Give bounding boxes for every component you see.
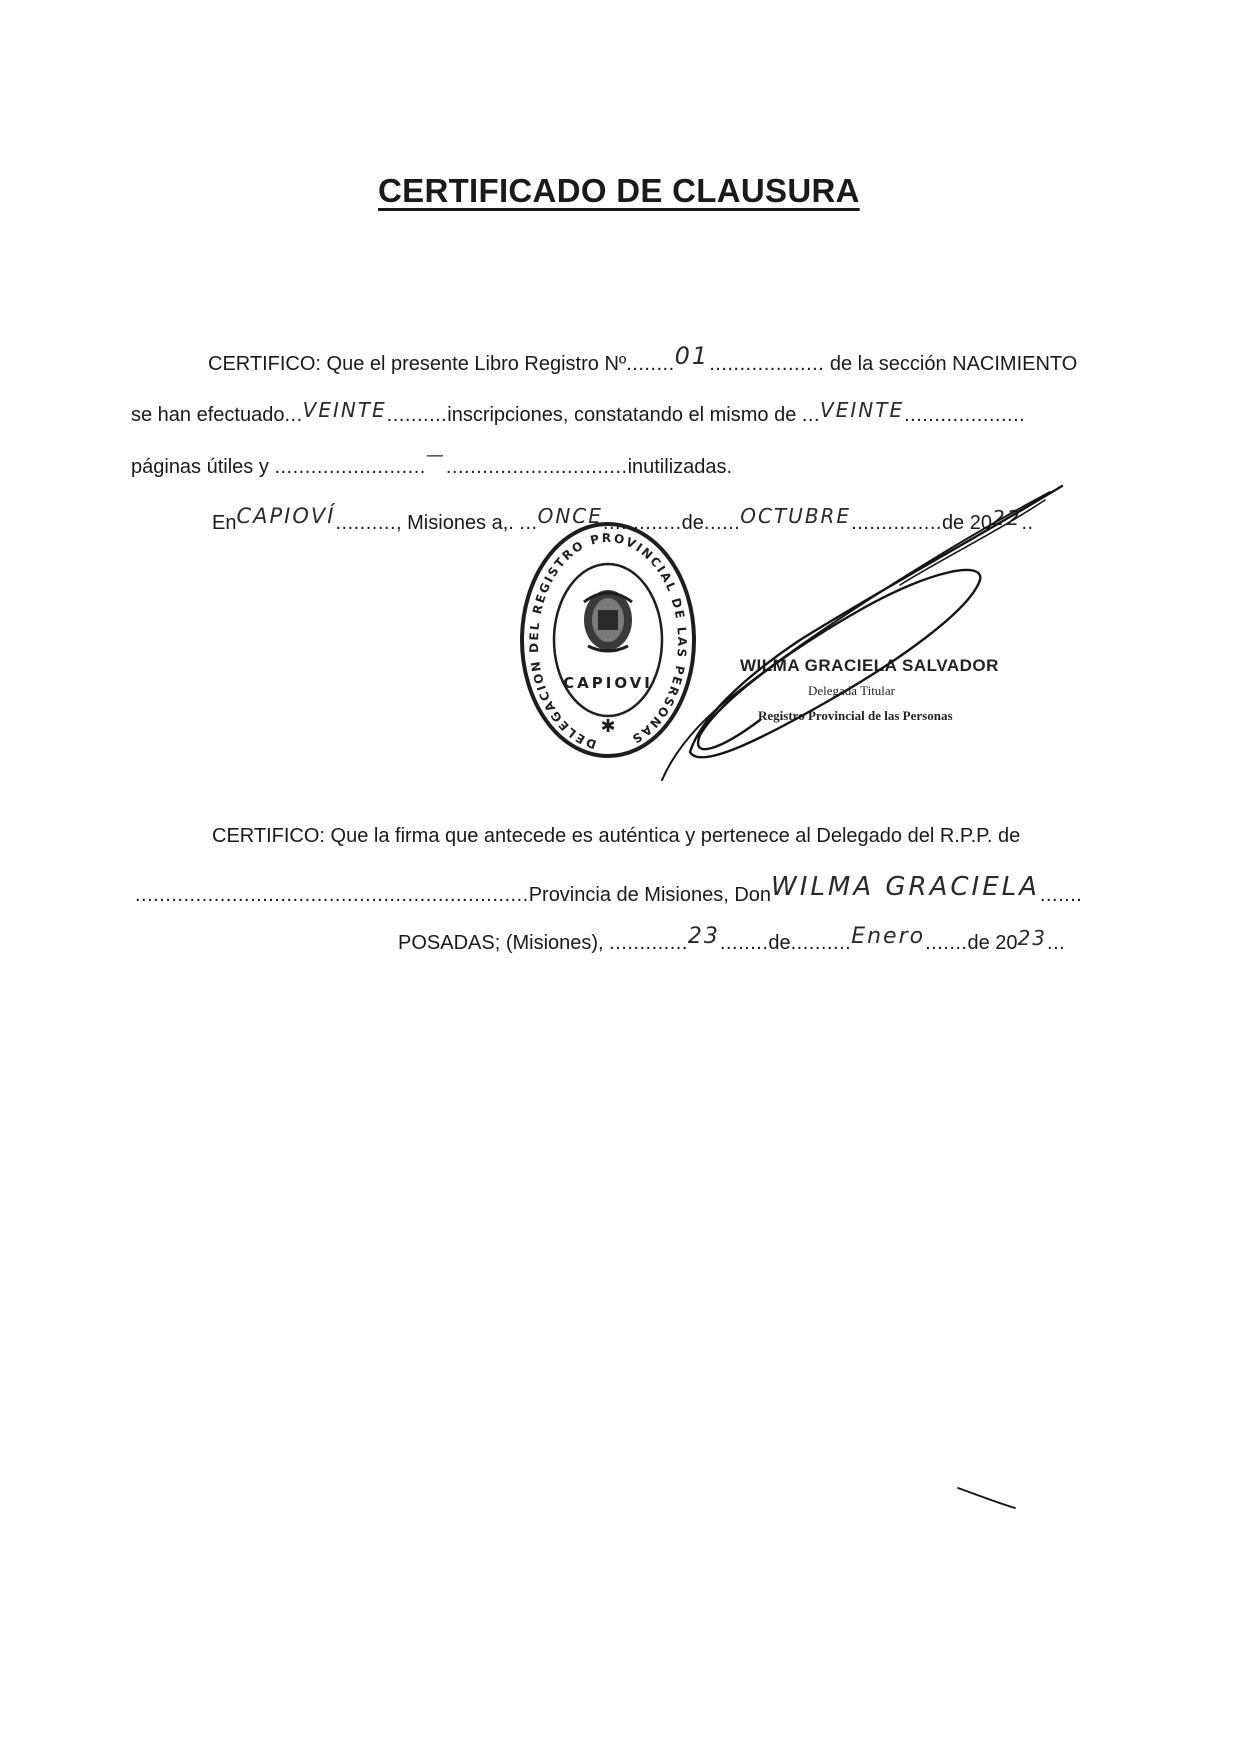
dotted-fill: ... xyxy=(519,512,538,534)
dotted-fill: ... xyxy=(1047,932,1066,954)
handwritten-cert-year: 23 xyxy=(1017,926,1048,950)
handwritten-cert-month: Enero xyxy=(851,924,926,949)
delegate-name: WILMA GRACIELA SALVADOR xyxy=(740,656,999,675)
dotted-fill: ........ xyxy=(719,932,769,954)
cert1-line4-text-a: En xyxy=(212,512,237,534)
cert1-line2-text-a: se han efectuado xyxy=(131,404,285,426)
handwritten-month: OCTUBRE xyxy=(740,504,852,528)
cert2-line3-text-b: de xyxy=(768,932,791,954)
cert1-line3-text-b: inutilizadas. xyxy=(627,456,733,478)
cert2-line1-text: CERTIFICO: Que la firma que antecede es auténtica y pertenece al Delegado del R.P.P. de xyxy=(212,825,1021,847)
cert2-line3-text-a: POSADAS; (Misiones), xyxy=(398,932,604,954)
cert1-line2-text-b: inscripciones, constatando el mismo de xyxy=(447,404,797,426)
handwritten-pages-count: VEINTE xyxy=(820,398,905,422)
cert1-line3 xyxy=(131,445,733,479)
dotted-fill: ....... xyxy=(925,932,968,954)
handwritten-locality: CAPIOVÍ xyxy=(236,504,336,528)
dotted-fill: ... xyxy=(284,404,303,426)
dotted-fill: ............. xyxy=(609,932,688,954)
dotted-fill: ........ xyxy=(626,353,675,375)
cert2-line3 xyxy=(398,924,1066,955)
pen-mark xyxy=(958,1488,1015,1508)
dotted-fill: ............... xyxy=(851,512,942,534)
dotted-fill: .......... xyxy=(386,404,448,426)
coat-of-arms-icon xyxy=(584,590,632,651)
cert1-line1-text-b: de la sección NACIMIENTO xyxy=(829,353,1078,375)
dotted-fill: ... xyxy=(801,404,821,426)
dotted-fill: .............................. xyxy=(445,456,628,478)
cert2-line2 xyxy=(135,872,1083,908)
dotted-fill: ....... xyxy=(1039,884,1083,906)
handwritten-cert-day: 23 xyxy=(687,924,720,949)
page-title: CERTIFICADO DE CLAUSURA xyxy=(378,172,860,209)
handwritten-book-number: 01 xyxy=(674,342,710,370)
dotted-fill: .. xyxy=(1021,512,1034,534)
cert1-line4-text-b: , Misiones a,. xyxy=(396,512,514,534)
dotted-fill: ................... xyxy=(709,353,825,375)
handwritten-inscriptions-count: VEINTE xyxy=(302,398,387,422)
cert1-line4-text-d: de 20 xyxy=(941,512,992,534)
dotted-fill: .......... xyxy=(790,932,852,954)
dotted-fill: ...... xyxy=(703,512,741,534)
cert2-line1 xyxy=(212,825,1020,848)
cert1-line3-text-a: páginas útiles y xyxy=(131,456,269,478)
dotted-fill: .................... xyxy=(904,404,1026,426)
handwritten-delegate-name: WILMA GRACIELA xyxy=(771,872,1040,902)
dotted-fill: ......................... xyxy=(274,456,426,478)
dotted-fill: ............. xyxy=(602,512,682,534)
handwritten-year: 22 xyxy=(992,506,1022,530)
cert1-line1-text-a: CERTIFICO: Que el presente Libro Registro Nº xyxy=(208,353,627,375)
cert1-line4-text-c: de xyxy=(681,512,704,534)
cert1-line1 xyxy=(208,342,1078,376)
cert1-line2 xyxy=(131,398,1026,427)
seal-center-text: CAPIOVI xyxy=(563,674,653,692)
cert2-line3-text-c: de 20 xyxy=(967,932,1018,954)
seal-star-icon: ✱ xyxy=(600,716,616,737)
seal-ring-text: DELEGACION DEL REGISTRO PROVINCIAL DE LAS PERSONAS xyxy=(526,530,690,752)
dotted-fill: ................................................................. xyxy=(135,884,529,906)
dotted-fill: .......... xyxy=(335,512,397,534)
cert2-line2-text-a: Provincia de Misiones, Don xyxy=(528,884,772,906)
delegate-registry: Registro Provincial de las Personas xyxy=(758,708,953,723)
handwritten-dash: — xyxy=(425,445,446,466)
delegate-role: Delegada Titular xyxy=(808,683,896,698)
handwritten-day: ONCE xyxy=(537,504,603,528)
official-seal-stamp xyxy=(518,520,698,760)
